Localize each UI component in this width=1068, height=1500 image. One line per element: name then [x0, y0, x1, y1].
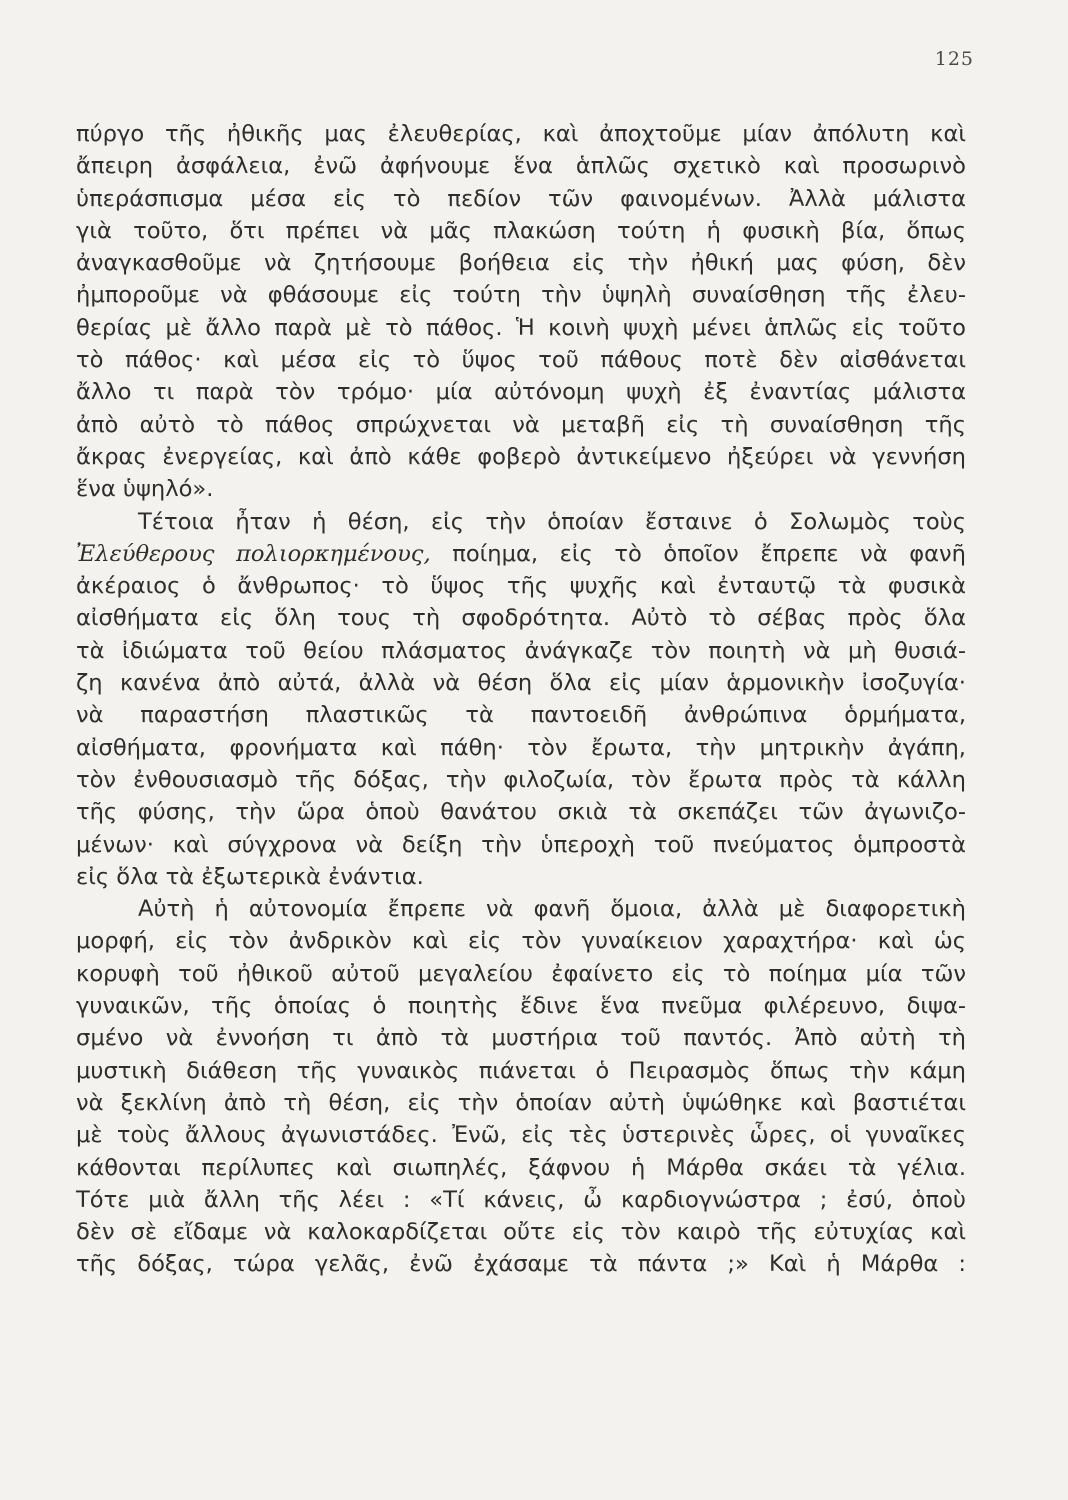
- text-line: ἀπὸ αὐτὸ τὸ πάθος σπρώχνεται νὰ μεταβῆ εἰς τὴ συναίσθηση τῆς: [76, 411, 966, 438]
- text-line: σμένο νὰ ἐννοήση τι ἀπὸ τὰ μυστήρια τοῦ παντός. Ἀπὸ αὐτὴ τὴ: [76, 1025, 966, 1052]
- paragraph-start-line: Τέτοια ἦταν ἡ θέση, εἰς τὴν ὁποίαν ἔσταινε ὁ Σολωμὸς τοὺς: [138, 508, 966, 535]
- text-line: τὸ πάθος· καὶ μέσα εἰς τὸ ὕψος τοῦ πάθους ποτὲ δὲν αἰσθάνεται: [76, 347, 966, 374]
- text-line: γυναικῶν, τῆς ὁποίας ὁ ποιητὴς ἔδινε ἕνα πνεῦμα φιλέρευνο, διψα-: [76, 993, 966, 1020]
- text-line: τῆς φύσης, τὴν ὥρα ὁποὺ θανάτου σκιὰ τὰ σκεπάζει τῶν ἀγωνιζο-: [76, 799, 966, 826]
- paragraph-end-line: εἰς ὅλα τὰ ἐξωτερικὰ ἐνάντια.: [76, 863, 424, 890]
- poem-title: Ἐλεύθερους πολιορκημένους,: [76, 540, 431, 567]
- text-line: τῆς δόξας, τώρα γελᾶς, ἐνῶ ἐχάσαμε τὰ πάντα ;» Καὶ ἡ Μάρθα :: [76, 1251, 966, 1278]
- text-line: ἄλλο τι παρὰ τὸν τρόμο· μία αὐτόνομη ψυχὴ ἐξ ἐναντίας μάλιστα: [76, 379, 966, 406]
- text-line: ἄκρας ἐνεργείας, καὶ ἀπὸ κάθε φοβερὸ ἀντικείμενο ἠξεύρει νὰ γεννήση: [76, 443, 966, 470]
- text-line: ἄπειρη ἀσφάλεια, ἐνῶ ἀφήνουμε ἕνα ἁπλῶς σχετικὸ καὶ προσωρινὸ: [76, 153, 966, 180]
- text-line: ἀκέραιος ὁ ἄνθρωπος· τὸ ὕψος τῆς ψυχῆς καὶ ἐνταυτῷ τὰ φυσικὰ: [76, 573, 966, 600]
- text-line: μένων· καὶ σύγχρονα νὰ δείξη τὴν ὑπεροχὴ τοῦ πνεύματος ὁμπροστὰ: [76, 831, 966, 858]
- text-line: ἠμποροῦμε νὰ φθάσουμε εἰς τούτη τὴν ὑψηλὴ συναίσθηση τῆς ἐλευ-: [76, 282, 966, 309]
- text-line: τὸν ἐνθουσιασμὸ τῆς δόξας, τὴν φιλοζωία, τὸν ἔρωτα πρὸς τὰ κάλλη: [76, 766, 966, 793]
- text-line: μορφή, εἰς τὸν ἀνδρικὸν καὶ εἰς τὸν γυναίκειον χαραχτήρα· καὶ ὡς: [76, 928, 966, 955]
- body-text: [76, 118, 966, 1281]
- text-line: ὑπεράσπισμα μέσα εἰς τὸ πεδίον τῶν φαινομένων. Ἀλλὰ μάλιστα: [76, 185, 966, 212]
- text-line: ἀναγκασθοῦμε νὰ ζητήσουμε βοήθεια εἰς τὴν ἠθική μας φύση, δὲν: [76, 250, 966, 277]
- text-line: τὰ ἰδιώματα τοῦ θείου πλάσματος ἀνάγκαζε τὸν ποιητὴ νὰ μὴ θυσιά-: [76, 637, 966, 664]
- text-line: Τότε μιὰ ἄλλη τῆς λέει : «Τί κάνεις, ὦ καρδιογνώστρα ; ἐσύ, ὁποὺ: [76, 1186, 966, 1213]
- text-line: κορυφὴ τοῦ ἠθικοῦ αὐτοῦ μεγαλείου ἐφαίνετο εἰς τὸ ποίημα μία τῶν: [76, 960, 966, 987]
- text-line: δὲν σὲ εἴδαμε νὰ καλοκαρδίζεται οὔτε εἰς τὸν καιρὸ τῆς εὐτυχίας καὶ: [76, 1219, 966, 1246]
- text-line: γιὰ τοῦτο, ὅτι πρέπει νὰ μᾶς πλακώση τούτη ἡ φυσικὴ βία, ὅπως: [76, 217, 966, 244]
- text-line: κάθονται περίλυπες καὶ σιωπηλές, ξάφνου ἡ Μάρθα σκάει τὰ γέλια.: [76, 1154, 966, 1181]
- text-line: αἰσθήματα, φρονήματα καὶ πάθη· τὸν ἔρωτα, τὴν μητρικὴν ἀγάπη,: [76, 734, 966, 761]
- text-line: ζη κανένα ἀπὸ αὐτά, ἀλλὰ νὰ θέση ὅλα εἰς μίαν ἁρμονικὴν ἰσοζυγία·: [76, 670, 966, 697]
- text-line: μὲ τοὺς ἄλλους ἀγωνιστάδες. Ἐνῶ, εἰς τὲς ὑστερινὲς ὧρες, οἱ γυναῖκες: [76, 1122, 966, 1149]
- text-line: νὰ παραστήση πλαστικῶς τὰ παντοειδῆ ἀνθρώπινα ὁρμήματα,: [76, 702, 966, 729]
- text-line: αἰσθήματα εἰς ὅλη τους τὴ σφοδρότητα. Αὐτὸ τὸ σέβας πρὸς ὅλα: [76, 605, 966, 632]
- paragraph-start-line: Αὐτὴ ἡ αὐτονομία ἔπρεπε νὰ φανῆ ὅμοια, ἀλλὰ μὲ διαφορετικὴ: [138, 896, 966, 923]
- text-line: πύργο τῆς ἠθικῆς μας ἐλευθερίας, καὶ ἀποχτοῦμε μίαν ἀπόλυτη καὶ: [76, 121, 966, 147]
- text-line: θερίας μὲ ἄλλο παρὰ μὲ τὸ πάθος. Ἡ κοινὴ ψυχὴ μένει ἁπλῶς εἰς τοῦτο: [76, 314, 966, 341]
- text-line: νὰ ξεκλίνη ἀπὸ τὴ θέση, εἰς τὴν ὁποίαν αὐτὴ ὑψώθηκε καὶ βαστιέται: [76, 1089, 966, 1116]
- paragraph-end-line: ἕνα ὑψηλό».: [76, 476, 214, 503]
- text-line: Ἐλεύθερους πολιορκημένους, ποίημα, εἰς τὸ ὁποῖον ἔπρεπε νὰ φανῆ: [76, 540, 966, 567]
- page-number: 125: [934, 48, 974, 70]
- text-line: μυστικὴ διάθεση τῆς γυναικὸς πιάνεται ὁ Πειρασμὸς ὅπως τὴν κάμη: [76, 1057, 966, 1084]
